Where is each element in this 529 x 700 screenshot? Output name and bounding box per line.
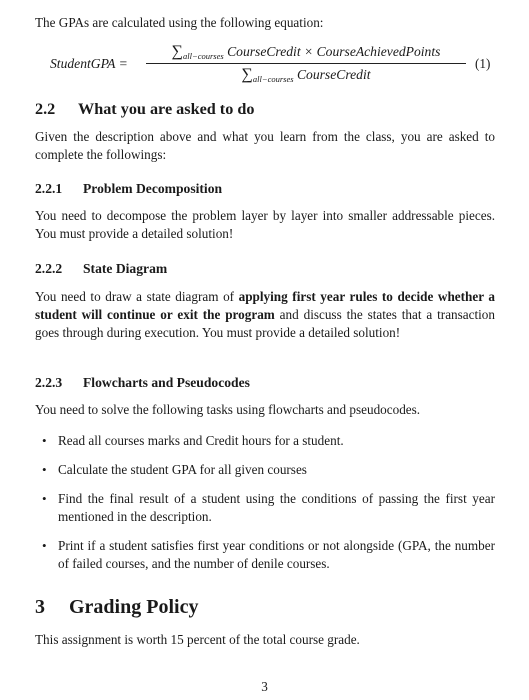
equation-numerator: [146, 42, 466, 62]
list-item: • Read all courses marks and Credit hours for a student.: [58, 432, 495, 450]
numerator-expression: CourseCredit × CourseAchievedPoints: [227, 44, 441, 59]
section-3-body: This assignment is worth 15 percent of the total course grade.: [35, 632, 360, 647]
denominator-subscript: all−courses: [252, 74, 294, 84]
gpa-equation: [0, 42, 529, 90]
page-number: 3: [261, 679, 268, 694]
section-2-2-3-body: You need to solve the following tasks using flowcharts and pseudocodes.: [35, 402, 421, 417]
intro-text: The GPAs are calculated using the following equation:: [35, 15, 324, 30]
body-emphasis: applying first year rules to decide whether a student will continue or exit the program: [35, 289, 495, 322]
equation-denominator: [146, 65, 466, 85]
section-2-2-1-heading: [35, 181, 222, 197]
numerator-subscript: all−courses: [183, 51, 224, 61]
section-2-2-3-heading: [35, 375, 250, 391]
fraction-bar: [146, 63, 466, 64]
section-2-2-2-heading: [35, 261, 167, 277]
section-number: 2.2: [35, 100, 56, 118]
equation-lhs: StudentGPA =: [50, 56, 128, 71]
equation-fraction: [146, 42, 466, 85]
section-2-2-2-body: [35, 288, 495, 342]
section-title: What you are asked to do: [78, 100, 255, 118]
sigma-symbol: ∑: [241, 66, 253, 83]
subsection-number: 2.2.2: [35, 261, 63, 276]
body-prefix: You need to draw a state diagram of: [35, 289, 239, 304]
list-item: • Print if a student satisfies first year conditions or not alongside (GPA, the number of failed courses, and the number of denile courses.: [58, 537, 495, 573]
section-title: Grading Policy: [69, 596, 199, 618]
denominator-expression: CourseCredit: [296, 67, 371, 82]
section-2-2-heading: [35, 100, 254, 119]
task-list: [58, 432, 495, 573]
sigma-symbol: ∑: [171, 43, 183, 60]
equation-number: (1): [475, 56, 491, 71]
subsection-title: State Diagram: [83, 261, 168, 276]
section-3-heading: [35, 596, 198, 619]
body-suffix: and discuss the states that a transaction goes through during execution. You must provide a detailed solution!: [35, 307, 495, 340]
list-item: • Find the final result of a student using the conditions of passing the first year mentioned in the description.: [58, 490, 495, 526]
section-number: 3: [35, 596, 45, 618]
subsection-title: Problem Decomposition: [83, 181, 223, 196]
section-2-2-body: Given the description above and what you learn from the class, you are asked to complete the followings:: [35, 129, 495, 162]
section-2-2-1-body: You need to decompose the problem layer by layer into smaller addressable pieces. You must provide a detailed solution!: [35, 208, 495, 241]
subsection-title: Flowcharts and Pseudocodes: [83, 375, 250, 390]
list-item: • Calculate the student GPA for all given courses: [58, 461, 495, 479]
subsection-number: 2.2.1: [35, 181, 63, 196]
subsection-number: 2.2.3: [35, 375, 63, 390]
